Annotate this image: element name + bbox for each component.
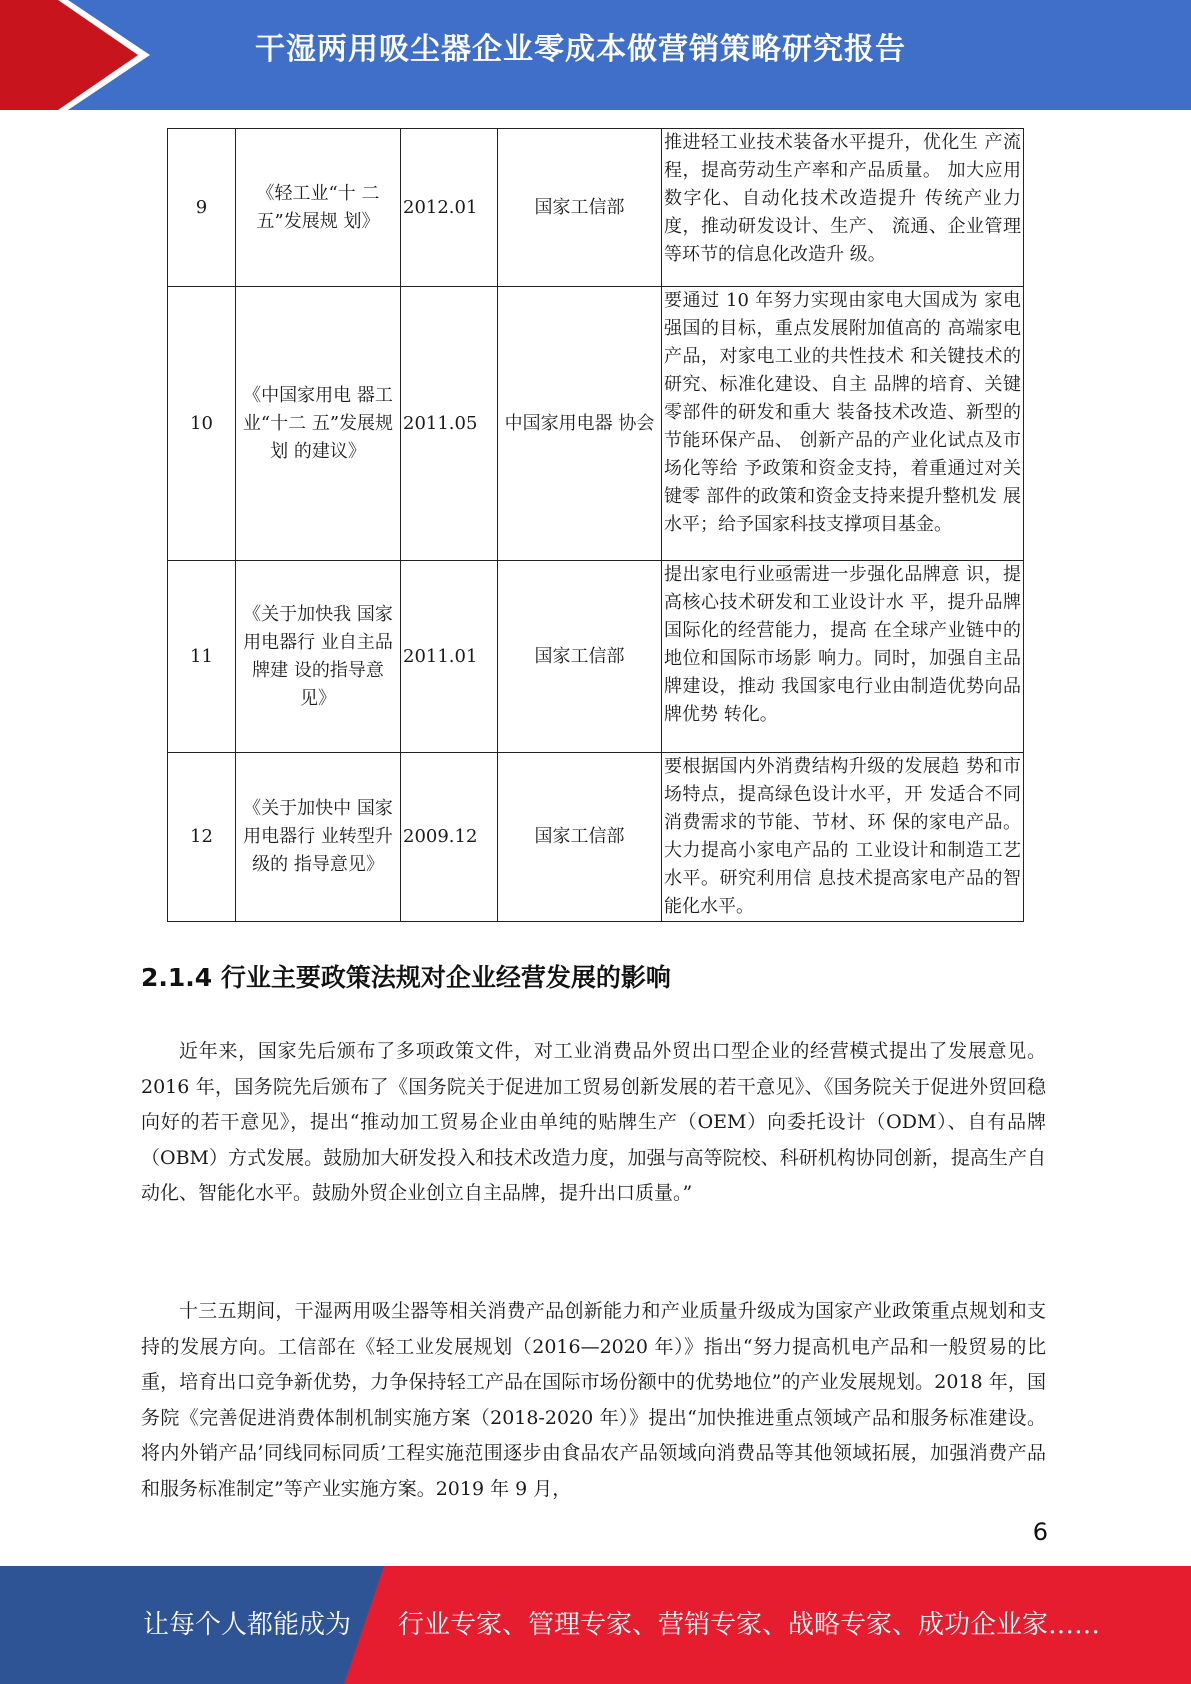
header-arrow-icon xyxy=(0,0,138,110)
policy-name: 《关于加快中 国家用电器行 业转型升级的 指导意见》 xyxy=(236,753,401,922)
issuing-department: 中国家用电器 协会 xyxy=(498,287,662,561)
issue-date: 2011.01 xyxy=(401,561,498,753)
row-number: 9 xyxy=(168,129,236,287)
policy-name: 《轻工业“十 二五”发展规 划》 xyxy=(236,129,401,287)
footer-slogan-lead: 让每个人都能成为 xyxy=(143,1610,352,1640)
policy-description: 要通过 10 年努力实现由家电大国成为 家电强国的目标，重点发展附加值高的 高端家电产品，对家电工业的共性技术 和关键技术的研究、标准化建设、自主 品牌的培育、关键零部件的研发和重大 装备技术改造、新型的节能环保产品、 创新产品的产业化试点及市场化等给 予政策和资金支持，着重通过对关键零 部件的政策和资金支持来提升整机发 展水平；给予国家科技支撑项目基金。 xyxy=(662,287,1024,561)
issue-date: 2009.12 xyxy=(401,753,498,922)
row-number: 11 xyxy=(168,561,236,753)
issuing-department: 国家工信部 xyxy=(498,129,662,287)
footer-slogan-roles: 行业专家、管理专家、营销专家、战略专家、成功企业家…… xyxy=(398,1610,1101,1640)
row-number: 10 xyxy=(168,287,236,561)
policy-description: 提出家电行业亟需进一步强化品牌意 识，提高核心技术研发和工业设计水 平，提升品牌国际化的经营能力，提高 在全球产业链中的地位和国际市场影 响力。同时，加强自主品牌建设，推动 我国家电行业由制造优势向品牌优势 转化。 xyxy=(662,561,1024,753)
policy-name: 《中国家用电 器工业“十二 五”发展规划 的建议》 xyxy=(236,287,401,561)
table-row xyxy=(168,753,1024,922)
policy-name: 《关于加快我 国家用电器行 业自主品牌建 设的指导意 见》 xyxy=(236,561,401,753)
body-paragraph: 十三五期间，干湿两用吸尘器等相关消费产品创新能力和产业质量升级成为国家产业政策重点规划和支持的发展方向。工信部在《轻工业发展规划（2016—2020 年）》指出“努力提高机电产品和一般贸易的比重，培育出口竞争新优势，力争保持轻工产品在国际市场份额中的优势地位”的产业发展规划。2018 年，国务院《完善促进消费体制机制实施方案（2018-2020 年）》提出“加快推进重点领域产品和服务标准建设。将内外销产品’同线同标同质’工程实施范围逐步由食品农产品领域向消费品等其他领域拓展，加强消费产品和服务标准制定”等产业实施方案。2019 年 9 月， xyxy=(141,1300,1046,1500)
body-paragraph: 近年来，国家先后颁布了多项政策文件，对工业消费品外贸出口型企业的经营模式提出了发展意见。2016 年，国务院先后颁布了《国务院关于促进加工贸易创新发展的若干意见》、《国务院关于促进外贸回稳向好的若干意见》，提出“推动加工贸易企业由单纯的贴牌生产（OEM）向委托设计（ODM）、自有品牌（OBM）方式发展。鼓励加大研发投入和技术改造力度，加强与高等院校、科研机构协同创新，提高生产自动化、智能化水平。鼓励外贸企业创立自主品牌，提升出口质量。” xyxy=(141,1040,1046,1204)
section-heading: 2.1.4 行业主要政策法规对企业经营发展的影响 xyxy=(141,963,671,992)
policy-description: 要根据国内外消费结构升级的发展趋 势和市场特点，提高绿色设计水平，开 发适合不同消费需求的节能、节材、环 保的家电产品。大力提高小家电产品的 工业设计和制造工艺水平。研究利用信 息技术提高家电产品的智能化水平。 xyxy=(662,753,1024,922)
table-row xyxy=(168,129,1024,287)
issuing-department: 国家工信部 xyxy=(498,753,662,922)
policy-description: 推进轻工业技术装备水平提升，优化生 产流程，提高劳动生产率和产品质量。 加大应用数字化、自动化技术改造提升 传统产业力度，推动研发设计、生产、 流通、企业管理等环节的信息化改造升 级。 xyxy=(662,129,1024,287)
page-number: 6 xyxy=(1032,1518,1048,1546)
report-title: 干湿两用吸尘器企业零成本做营销策略研究报告 xyxy=(255,32,906,67)
table-row xyxy=(168,561,1024,753)
header-banner xyxy=(0,0,1191,110)
issue-date: 2011.05 xyxy=(401,287,498,561)
footer-banner xyxy=(0,1566,1191,1684)
issuing-department: 国家工信部 xyxy=(498,561,662,753)
row-number: 12 xyxy=(168,753,236,922)
table-row xyxy=(168,287,1024,561)
issue-date: 2012.01 xyxy=(401,129,498,287)
policy-table xyxy=(167,128,1024,922)
